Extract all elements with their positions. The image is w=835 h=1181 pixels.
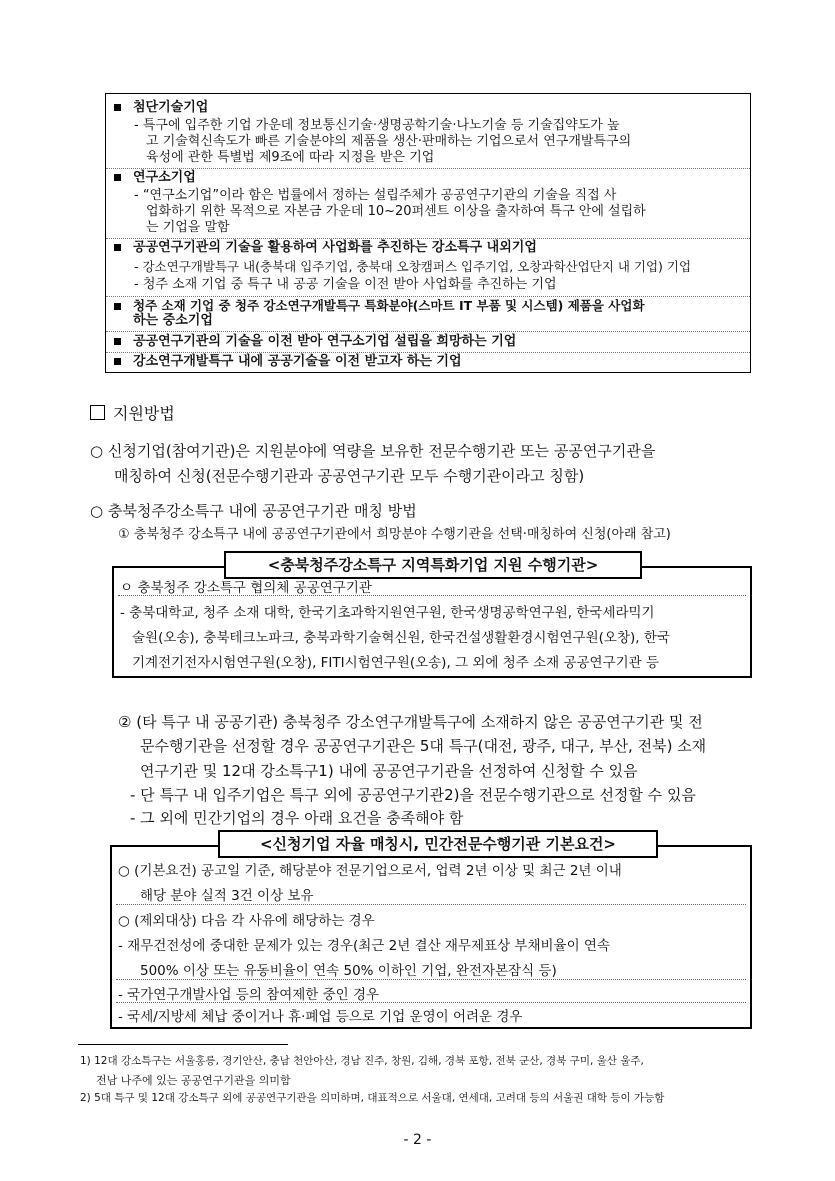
paragraph-line: - 그 외에 민간기업의 경우 아래 요건을 충족해야 함	[130, 809, 464, 827]
item-title: 공공연구기관의 기술을 활용하여 사업화를 추진하는 강소특구 내외기업	[114, 240, 537, 255]
item-line: - 강소연구개발특구 내(충북대 입주기업, 충북대 오창캠퍼스 입주기업, 오창과학산업단지 내 기업) 기업	[134, 259, 692, 274]
item-line: 는 기업을 말함	[146, 220, 230, 235]
paragraph-line: - 단 특구 내 입주기업은 특구 외에 공공연구기관2)을 전문수행기관으로 선정할 수 있음	[130, 786, 696, 804]
paragraph-subline: ① 충북청주 강소특구 내에 공공연구기관에서 희망분야 수행기관을 선택·매칭하여 신청(아래 참고)	[118, 527, 671, 542]
item-line: 육성에 관한 특별법 제9조에 따라 지정을 받은 기업	[146, 150, 435, 165]
footnote: 1) 12대 강소특구는 서울홍릉, 경기안산, 충남 천안아산, 경남 진주, 창원, 김해, 경북 포항, 전북 군산, 경북 구미, 울산 울주,	[80, 1055, 644, 1067]
paragraph-line: ② (타 특구 내 공공기관) 충북청주 강소연구개발특구에 소재하지 않은 공공연구기관 및 전	[118, 713, 703, 731]
item-title: 첨단기술기업	[114, 100, 208, 115]
item-title: 청주 소재 기업 중 청주 강소연구개발특구 특화분야(스마트 IT 부품 및 시스템) 제품을 사업화	[114, 298, 645, 313]
box-line: 술원(오송), 충북테크노파크, 충북과학기술혁신원, 한국건설생활환경시험연구원(오창), 한국	[132, 630, 670, 646]
footnote-divider	[78, 1044, 288, 1045]
item-line: 업화하기 위한 목적으로 자본금 가운데 10~20퍼센트 이상을 출자하여 특구 안에 설립하	[146, 204, 646, 219]
item-title: 연구소기업	[114, 170, 196, 185]
item-title: 공공연구기관의 기술을 이전 받아 연구소기업 설립을 희망하는 기업	[114, 334, 516, 349]
item-title: 강소연구개발특구 내에 공공기술을 이전 받고자 하는 기업	[114, 354, 462, 369]
square-bullet-icon	[114, 104, 121, 111]
box-line: 500% 이상 또는 유동비율이 연속 50% 이하인 기업, 완전자본잠식 등)	[140, 963, 557, 979]
item-line: - “연구소기업”이라 함은 법률에서 정하는 설립주체가 공공연구기관의 기술을 직접 사	[134, 188, 617, 203]
institutions-box-heading: <충북청주강소특구 지역특화기업 지원 수행기관>	[224, 551, 642, 579]
eligible-companies-box	[105, 93, 751, 373]
box-line: - 재무건전성에 중대한 문제가 있는 경우(최근 2년 결산 재무제표상 부채비율이 연속	[118, 938, 610, 954]
requirements-box-heading: <신청기업 자율 매칭시, 민간전문수행기관 기본요건>	[218, 830, 658, 858]
square-bullet-icon	[114, 244, 121, 251]
box-line: - 국세/지방세 체납 중이거나 휴·폐업 등으로 기업 운영이 어려운 경우	[118, 1009, 523, 1025]
page-number: - 2 -	[403, 1132, 432, 1148]
square-bullet-icon	[114, 303, 121, 310]
box-line: ㅇ 충북청주 강소특구 협의체 공공연구기관	[120, 580, 372, 596]
institutions-box	[112, 566, 752, 678]
square-bullet-icon	[114, 174, 121, 181]
box-line: ○ (제외대상) 다음 각 사유에 해당하는 경우	[118, 913, 375, 929]
box-line: 해당 분야 실적 3건 이상 보유	[140, 888, 314, 904]
paragraph-line: ○ 충북청주강소특구 내에 공공연구기관 매칭 방법	[90, 502, 417, 520]
paragraph-line: 문수행기관을 선정할 경우 공공연구기관은 5대 특구(대전, 광주, 대구, 부산, 전북) 소재	[140, 737, 707, 755]
item-line: 하는 중소기업	[133, 313, 213, 328]
paragraph-line: 매칭하여 신청(전문수행기관과 공공연구기관 모두 수행기관이라고 칭함)	[114, 467, 585, 485]
section-title: 지원방법	[90, 401, 175, 424]
requirements-box	[110, 845, 752, 1029]
item-line: - 청주 소재 기업 중 특구 내 공공 기술을 이전 받아 사업화를 추진하는 기업	[134, 277, 557, 292]
box-line: - 국가연구개발사업 등의 참여제한 중인 경우	[118, 987, 380, 1003]
footnote: 2) 5대 특구 및 12대 강소특구 외에 공공연구기관을 의미하며, 대표적으로 서울대, 연세대, 고려대 등의 서울권 대학 등이 가능함	[80, 1092, 665, 1104]
square-checkbox-icon	[90, 405, 105, 420]
paragraph-line: ○ 신청기업(참여기관)은 지원분야에 역량을 보유한 전문수행기관 또는 공공연구기관을	[90, 442, 656, 460]
box-line: ○ (기본요건) 공고일 기준, 해당분야 전문기업으로서, 업력 2년 이상 및 최근 2년 이내	[118, 863, 622, 879]
item-line: 고 기술혁신속도가 빠른 기술분야의 제품을 생산·판매하는 기업으로서 연구개발특구의	[146, 134, 632, 149]
paragraph-line: 연구기관 및 12대 강소특구1) 내에 공공연구기관을 선정하여 신청할 수 있음	[140, 762, 638, 780]
box-line: - 충북대학교, 청주 소재 대학, 한국기초과학지원연구원, 한국생명공학연구원, 한국세라믹기	[120, 605, 655, 621]
square-bullet-icon	[114, 358, 121, 365]
footnote: 전남 나주에 있는 공공연구기관을 의미함	[96, 1074, 291, 1087]
item-line: - 특구에 입주한 기업 가운데 정보통신기술·생명공학기술·나노기술 등 기술집약도가 높	[134, 118, 620, 133]
square-bullet-icon	[114, 338, 121, 345]
box-line: 기계전기전자시험연구원(오창), FITI시험연구원(오송), 그 외에 청주 소재 공공연구기관 등	[132, 655, 660, 671]
